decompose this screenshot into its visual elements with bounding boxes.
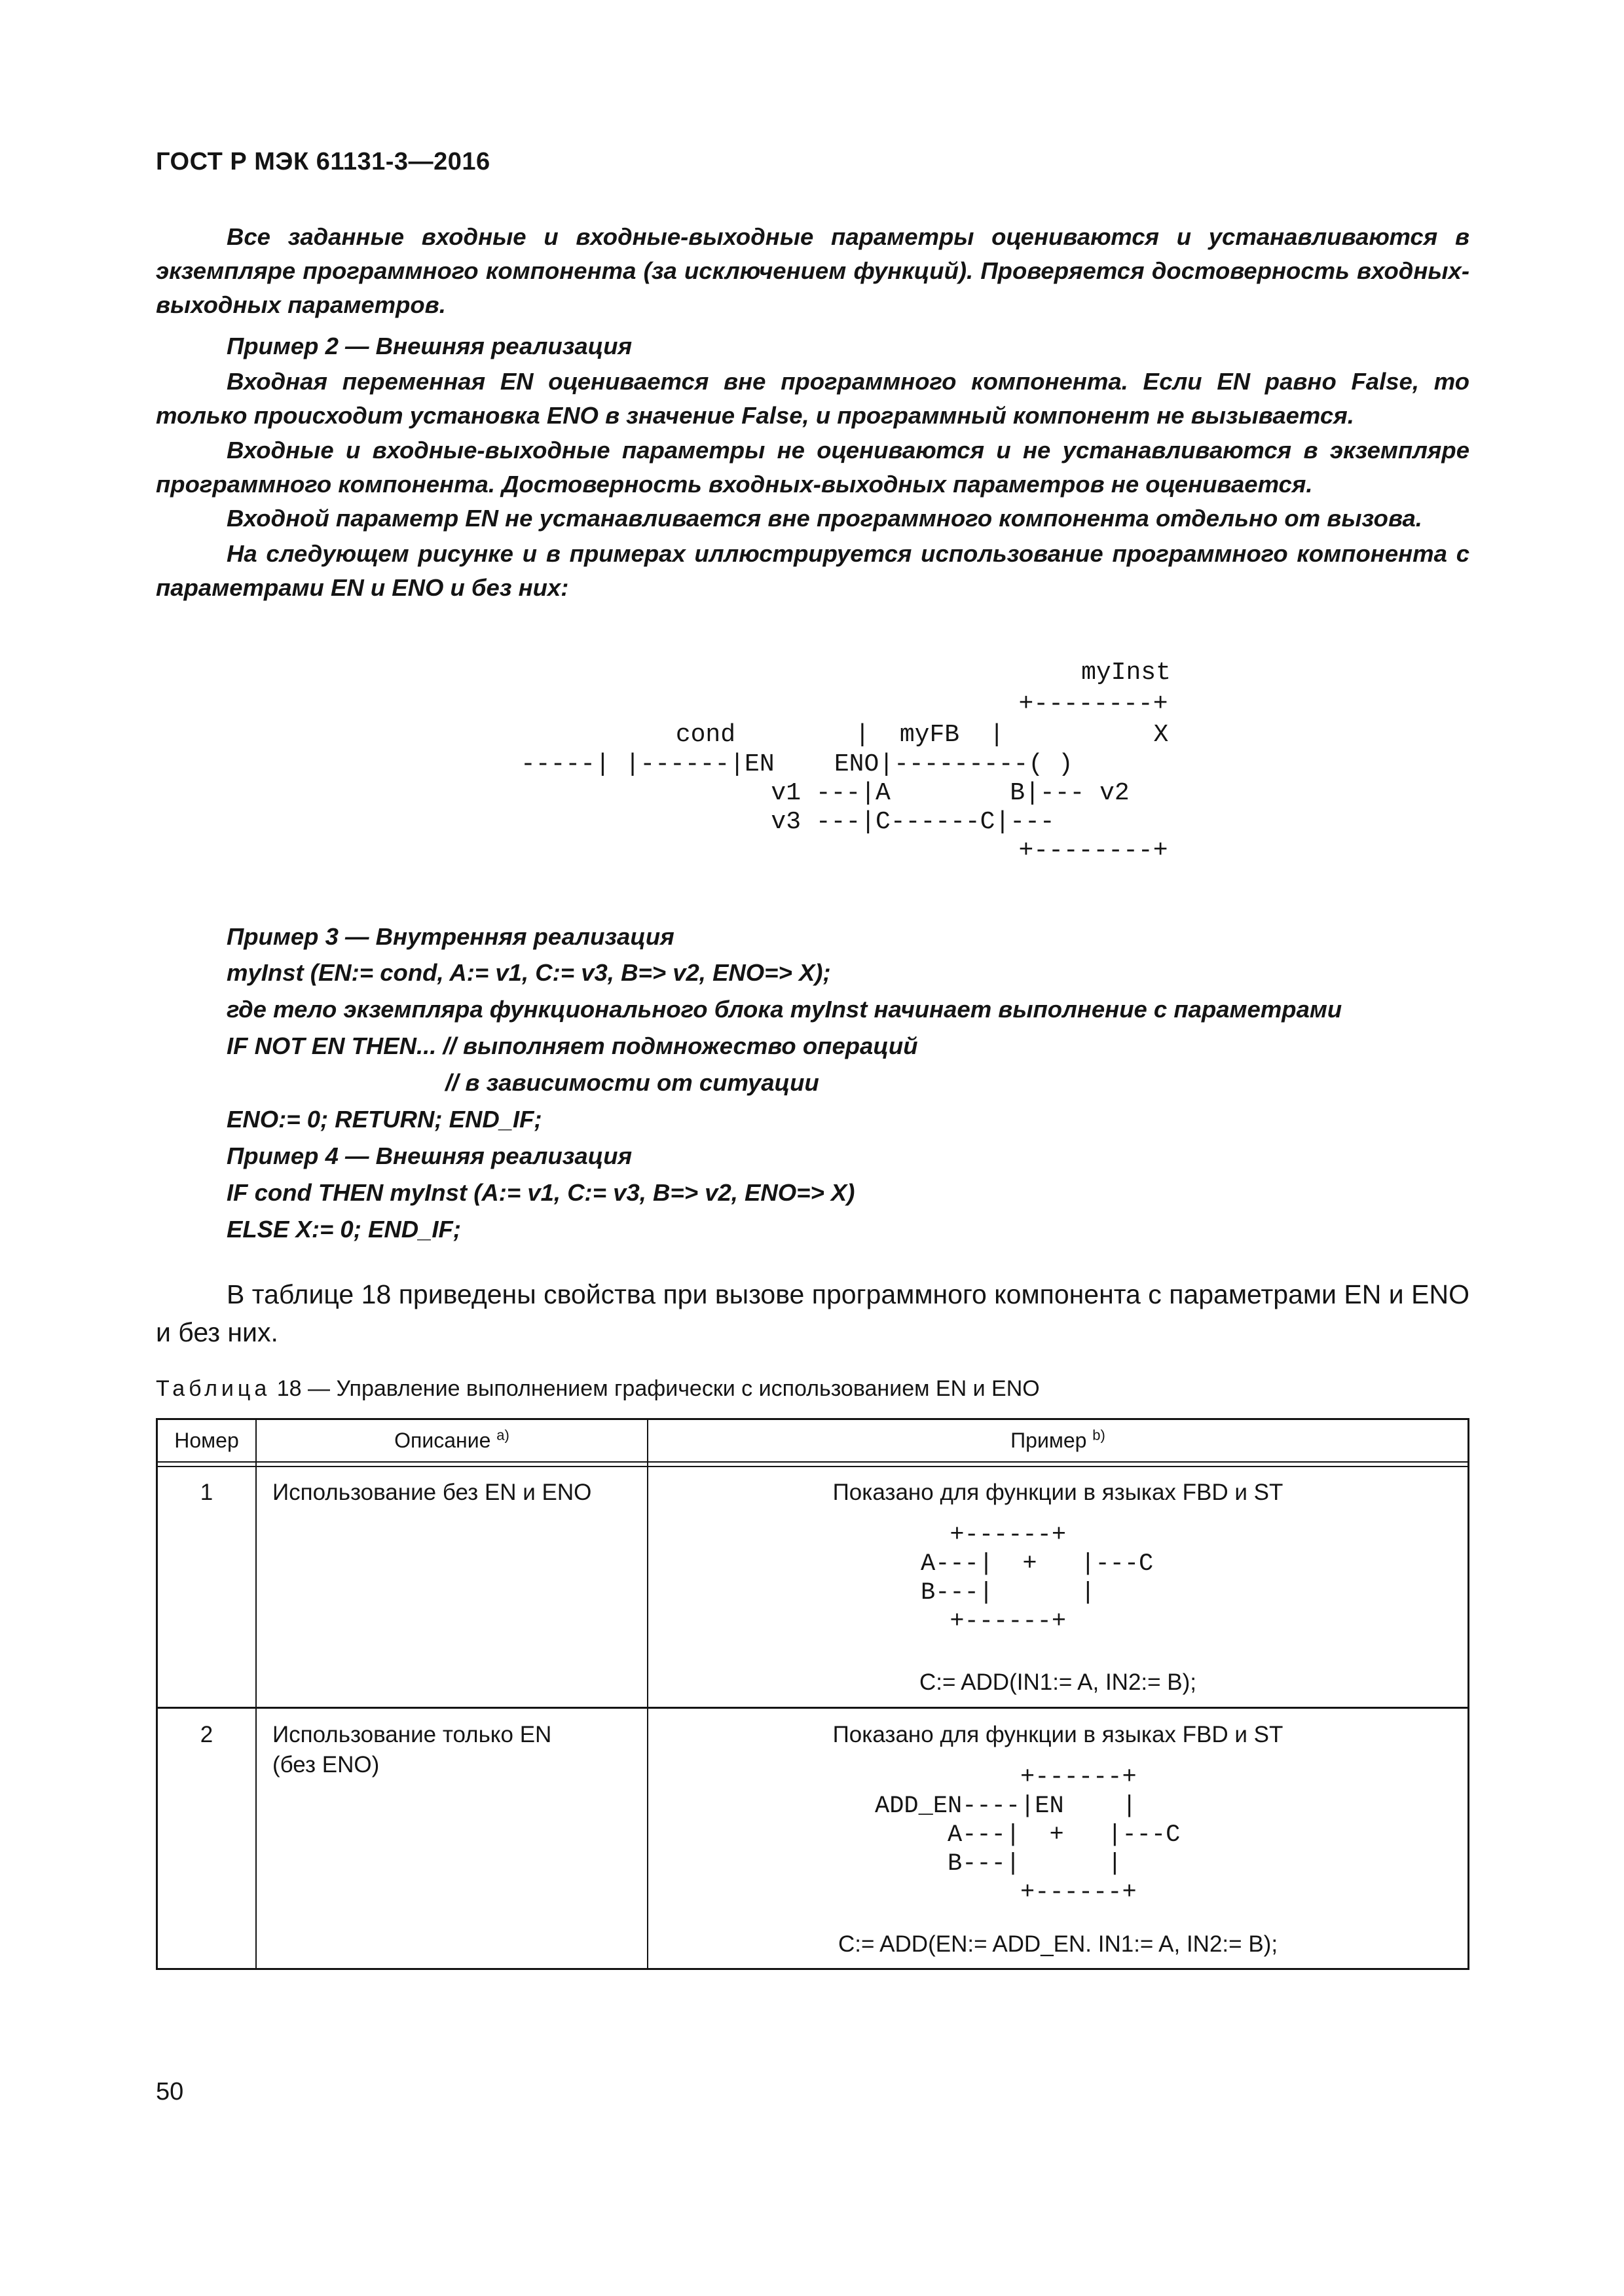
table-col-divider-1: [255, 1418, 257, 1970]
figure-line-5: v1 ---|A B|--- v2: [652, 779, 1130, 807]
row-1-ascii-3: B---| |: [921, 1579, 1096, 1607]
example-2-title: Пример 2 — Внешняя реализация: [227, 333, 633, 359]
header-num: Номер: [174, 1429, 239, 1452]
note-paragraph-3: Входные и входные-выходные параметры не оцениваются и не устанавливаются в экземпляре программного компонента. Достоверность входных-выходных параметров не оценивается.: [156, 437, 1469, 498]
example-3-call: myInst (EN:= cond, A:= v1, C:= v3, B=> v2, ENO=> X);: [227, 959, 831, 986]
row-2-ascii-4: B---| |: [875, 1850, 1122, 1878]
example-4-code-1: IF cond THEN myInst (A:= v1, C:= v3, B=> v2, ENO=> X): [227, 1179, 855, 1206]
note-paragraph-1: Все заданные входные и входные-выходные параметры оцениваются и устанавливаются в экземпляре программного компонента (за исключением функций). Проверяется достоверность входных-выходных параметров.: [156, 223, 1469, 318]
table-row-divider: [156, 1707, 1469, 1709]
example-3-explanation: где тело экземпляра функционального блока myInst начинает выполнение с параметрами: [227, 996, 1342, 1023]
row-2-code: C:= ADD(EN:= ADD_EN. IN1:= A, IN2:= B);: [838, 1931, 1278, 1957]
row-2-ascii-3: A---| + |---C: [875, 1821, 1181, 1849]
row-1-desc: Использование без EN и ENO: [272, 1480, 592, 1505]
table-caption-text: 18 — Управление выполнением графически с использованием EN и ENO: [276, 1376, 1040, 1401]
table-border-bottom: [156, 1968, 1469, 1970]
figure-line-1: myInst: [783, 659, 1171, 687]
example-3-comment: // в зависимости от ситуации: [445, 1069, 819, 1096]
header-example-footnote: b): [1092, 1427, 1105, 1444]
row-2-ascii-2: ADD_EN----|EN |: [875, 1793, 1137, 1820]
row-2-num: 2: [200, 1722, 213, 1747]
table-header-divider-b: [156, 1466, 1469, 1467]
row-1-ascii-1: +------+: [921, 1522, 1067, 1549]
row-2-ascii-1: +------+: [875, 1764, 1137, 1791]
row-2-example-title: Показано для функции в языках FBD и ST: [832, 1722, 1283, 1747]
document-header: ГОСТ Р МЭК 61131-3—2016: [156, 148, 490, 175]
example-4-code-2: ELSE X:= 0; END_IF;: [227, 1216, 461, 1243]
figure-line-7: +--------+: [750, 837, 1168, 865]
example-3-code-2: ENO:= 0; RETURN; END_IF;: [227, 1106, 542, 1133]
body-paragraph: В таблице 18 приведены свойства при вызове программного компонента с параметрами EN и ENO и без них.: [156, 1279, 1469, 1347]
row-1-ascii-4: +------+: [921, 1608, 1067, 1635]
header-desc: [257, 1426, 647, 1455]
table-border-top: [156, 1418, 1469, 1420]
header-desc-footnote: a): [496, 1427, 509, 1444]
note-paragraph-4: Входной параметр EN не устанавливается вне программного компонента отдельно от вызова.: [227, 505, 1422, 532]
row-2-desc-line-1: Использование только EN: [272, 1722, 552, 1747]
figure-line-2: +--------+: [750, 690, 1168, 718]
note-paragraph-5: На следующем рисунке и в примерах иллюстрируется использование программного компонента с параметрами EN и ENO и без них:: [156, 540, 1469, 601]
figure-line-6: v3 ---|C------C|---: [652, 808, 1055, 836]
table-caption-label: Таблица: [156, 1376, 271, 1401]
table-18: [156, 1418, 1469, 1970]
row-1-num: 1: [200, 1480, 213, 1505]
header-example-label: Пример: [1010, 1429, 1087, 1452]
header-desc-label: Описание: [394, 1429, 491, 1452]
table-header-divider-a: [156, 1461, 1469, 1463]
example-3-title: Пример 3 — Внутренняя реализация: [227, 923, 674, 950]
row-2-desc-line-2: (без ENO): [272, 1752, 380, 1777]
note-paragraph-2: Входная переменная EN оценивается вне программного компонента. Если EN равно False, то только происходит установка ENO в значение False, и программный компонент не вызывается.: [156, 368, 1469, 429]
figure-line-3: cond | myFB | X: [586, 721, 1169, 749]
page-number: 50: [156, 2078, 184, 2105]
table-caption: [156, 1376, 1040, 1402]
row-1-ascii-2: A---| + |---C: [921, 1550, 1154, 1578]
row-2-ascii-5: +------+: [875, 1879, 1137, 1906]
table-border-right: [1467, 1418, 1469, 1970]
row-1-example-title: Показано для функции в языках FBD и ST: [832, 1480, 1283, 1505]
row-1-code: C:= ADD(IN1:= A, IN2:= B);: [919, 1669, 1197, 1695]
figure-line-4: -----| |------|EN ENO|---------( ): [521, 750, 1073, 778]
example-3-code-1: IF NOT EN THEN... // выполняет подмножество операций: [227, 1032, 918, 1059]
example-4-title: Пример 4 — Внешняя реализация: [227, 1142, 633, 1169]
header-example: [648, 1426, 1467, 1455]
